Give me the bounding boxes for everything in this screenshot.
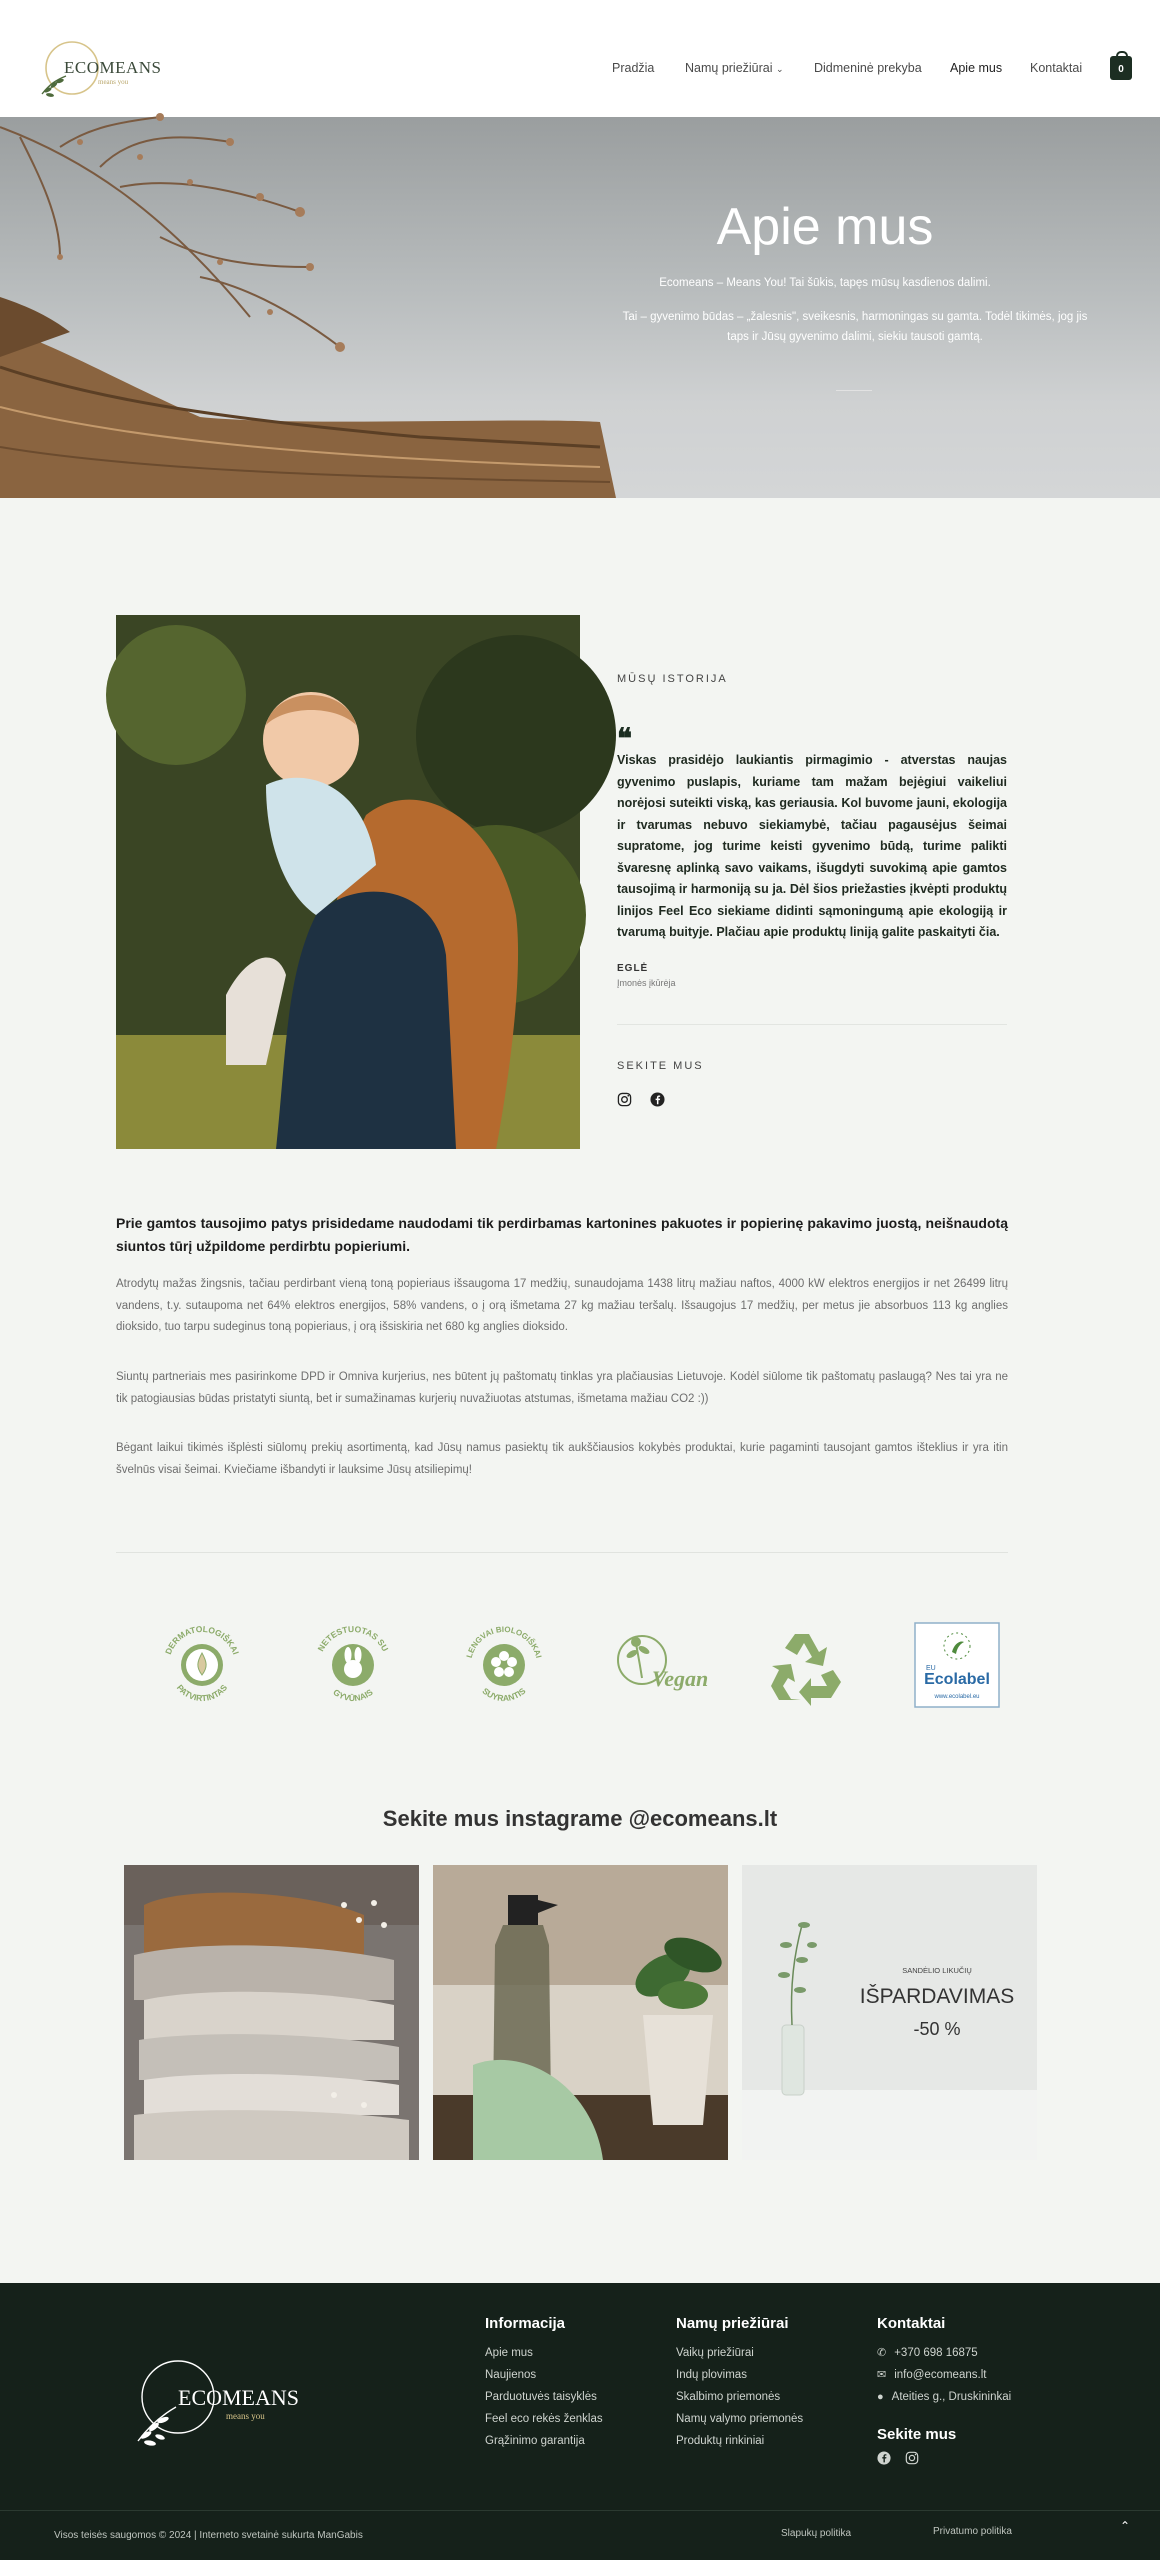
copyright-text: Visos teisės saugomos © 2024 | Interneto svetainė sukurta ManGabis <box>54 2530 363 2541</box>
footer-divider <box>0 2510 1160 2511</box>
footer-link-rules[interactable]: Parduotuvės taisyklės <box>485 2391 597 2403</box>
footer-phone-text: +370 698 16875 <box>894 2347 978 2359</box>
footer-link-about[interactable]: Apie mus <box>485 2347 533 2359</box>
badge-ecolabel-text: Ecolabel <box>924 1671 990 1688</box>
footer-info-title: Informacija <box>485 2315 566 2332</box>
hero-branch-image <box>0 117 620 498</box>
instagram-post-3[interactable] <box>742 1865 1037 2160</box>
footer-contact-title: Kontaktai <box>877 2315 946 2332</box>
instagram-post-2[interactable] <box>433 1865 728 2160</box>
footer-logo-sub: means you <box>226 2411 265 2421</box>
nav-item-home[interactable]: Pradžia <box>612 61 655 75</box>
nav-item-about[interactable]: Apie mus <box>950 61 1003 75</box>
story-author: EGLĖ <box>617 963 649 974</box>
footer-link-returns[interactable]: Grąžinimo garantija <box>485 2435 585 2447</box>
footer-logo[interactable] <box>130 2351 320 2451</box>
instagram-heading: Sekite mus instagrame @ecomeans.lt <box>382 1806 778 1831</box>
badge-vegan-text: Vegan <box>652 1666 709 1691</box>
badge-ecolabel <box>912 1620 1002 1710</box>
footer-email-text: info@ecomeans.lt <box>894 2369 987 2381</box>
intro-statement: Prie gamtos tausojimo patys prisidedame naudodami tik perdirbamas kartonines pakuotes ir popierinę pakavimo juostą, neišnaudotą siuntos tūrį užpildome perdirbtu popieriumi. <box>116 1215 1008 1254</box>
footer-link-laundry[interactable]: Skalbimo priemonės <box>676 2391 781 2403</box>
nav-item-wholesale[interactable]: Didmeninė prekyba <box>814 61 922 75</box>
badge-cruelty-free-top: NETESTUOTAS SU <box>315 1623 391 1653</box>
badge-cruelty-free <box>308 1620 398 1710</box>
story-text: Viskas prasidėjo laukiantis pirmagimio - atverstas naujas gyvenimo puslapis, kuriame tam mažam bejėgiui vaikeliui norėjosi suteikti viską, kas geriausia. Kol buvome jauni, ekologija ir tvarumas nebuvo siekiamybė, tačiau pagausėjus šeimai supratome, jog turime keisti gyvenimo būdą, turime palikti švaresnę aplinką savo vaikams, išugdyti suvokimą apie gamtos tausojimą ir harmoniją su ja. Dėl šios priežasties įkvėpti produktų linijos Feel Eco siekiame didinti sąmoningumą apie ekologiją ir tvarumą buityje. Plačiau apie produktų liniją galite paskaityti čia. <box>617 753 1007 939</box>
drop-icon <box>157 1620 247 1710</box>
footer-wreath-icon <box>130 2351 320 2451</box>
vegan-icon <box>610 1620 709 1710</box>
rabbit-icon <box>308 1620 398 1710</box>
cookie-policy-link[interactable]: Slapukų politika <box>781 2528 852 2539</box>
footer-info-column <box>485 2315 603 2452</box>
content-paragraph-2: Siuntų partneriais mes pasirinkome DPD ir Omniva kurjerius, nes būtent jų paštomatų tinklas yra plačiausias Lietuvoje. Kodėl siūlome tik paštomatų paslaugą? Nes tai yra ne tik patogiausias būdas pristatyti siuntą, bet ir sumažinamas kurjerių nuvažiuotas atstumas, išmetama mažiau CO2 :)) <box>116 1371 1008 1405</box>
story-photo <box>116 615 580 1149</box>
footer-link-dishes[interactable]: Indų plovimas <box>676 2369 747 2381</box>
sale-banner-image <box>742 1865 1037 2160</box>
content-paragraph-1: Atrodytų mažas žingsnis, tačiau perdirbant vieną toną popieriaus išsaugoma 17 medžių, sunaudojama 1438 litrų mažiau naftos, 4000 kW elektros energijos ir net 26499 litrų vandens, t.y. sutaupoma net 64% elektros energijos, 58% vandens, o į orą išmetama 27 kg mažiau teršalų. Išsaugojus 17 medžių, per metus jie absorbuos 113 kg anglies dioksido, tuo tarpu sudeginus toną popieriaus, į orą išsiskiria net 680 kg anglies dioksido. <box>116 1278 1008 1333</box>
site-logo[interactable] <box>36 36 162 104</box>
scroll-to-top-button[interactable] <box>1114 2519 1136 2539</box>
cart-button[interactable] <box>1110 56 1132 80</box>
badge-ecolabel-top: EU <box>926 1665 936 1672</box>
chevron-down-icon: ⌄ <box>776 64 784 74</box>
badge-ecolabel-url: www.ecolabel.eu <box>934 1694 980 1700</box>
footer-instagram-icon[interactable] <box>905 2451 919 2465</box>
mother-child-image <box>116 615 580 1149</box>
site-header <box>0 0 1160 117</box>
logo-subtext: means you <box>98 78 129 86</box>
envelope-icon: ✉ <box>877 2369 887 2381</box>
badge-biodegradable-bottom: SUYRANTIS <box>480 1685 528 1704</box>
badge-cruelty-free-bottom: GYVŪNAIS <box>331 1686 375 1704</box>
badge-dermatology <box>157 1620 247 1710</box>
nav-item-home-care[interactable] <box>685 61 784 75</box>
footer-link-news[interactable]: Naujienos <box>485 2369 537 2381</box>
cart-count: 0 <box>1118 64 1124 75</box>
page-title: Apie mus <box>716 198 934 256</box>
footer-phone[interactable] <box>877 2342 1011 2364</box>
follow-heading: SEKITE MUS <box>617 1060 704 1072</box>
badge-biodegradable <box>459 1620 549 1710</box>
sale-subtitle: SANDĖLIO LIKUČIŲ <box>902 1966 972 1975</box>
section-divider <box>116 1552 1008 1553</box>
footer-care-column <box>676 2315 803 2452</box>
phone-icon: ✆ <box>877 2347 887 2359</box>
svg-text:SUYRANTIS <box>481 1686 528 1704</box>
story-author-role: Įmonės įkūrėja <box>617 978 676 988</box>
footer-social-links <box>877 2451 1011 2465</box>
story-divider <box>617 1024 1007 1025</box>
recycle-icon <box>761 1620 851 1710</box>
footer-logo-text: ECOMEANS <box>178 2385 300 2410</box>
footer-link-feel-eco[interactable]: Feel eco rekės ženklas <box>485 2413 603 2425</box>
ecolabel-icon <box>912 1620 1002 1710</box>
badge-dermatology-top: DERMATOLOGIŠKAI <box>163 1623 242 1656</box>
badge-biodegradable-top: LENGVAI BIOLOGIŠKAI <box>464 1624 544 1659</box>
svg-text:GYVŪNAIS <box>331 1687 375 1703</box>
story-heading: MŪSŲ ISTORIJA <box>617 673 728 685</box>
footer-link-sets[interactable]: Produktų rinkiniai <box>676 2435 765 2447</box>
footer-link-cleaning[interactable]: Namų valymo priemonės <box>676 2413 804 2425</box>
footer-contact-column <box>877 2315 1011 2465</box>
flower-icon <box>459 1620 549 1710</box>
footer-facebook-icon[interactable] <box>877 2451 891 2465</box>
footer-link-kids[interactable]: Vaikų priežiūrai <box>676 2347 754 2359</box>
badge-dermatology-bottom: PATVIRTINTAS <box>174 1682 230 1704</box>
facebook-icon[interactable] <box>650 1092 665 1107</box>
content-paragraph-3: Bėgant laikui tikimės išplėsti siūlomų prekių asortimentą, kad Jūsų namus pasiektų tik aukščiausios kokybės produktai, kurie pagaminti tausojant gamtos išteklius ir yra itin švelnūs visai šeimai. Kviečiame išbandyti ir lauksime Jūsų atsiliepimų! <box>116 1442 1008 1476</box>
spray-bottle-image <box>433 1865 728 2160</box>
instagram-post-1[interactable] <box>124 1865 419 2160</box>
footer-care-title: Namų priežiūrai <box>676 2315 789 2332</box>
instagram-icon[interactable] <box>617 1092 632 1107</box>
quote-icon: ❝ <box>617 724 633 755</box>
footer-address-text: Ateities g., Druskininkai <box>891 2391 1012 2403</box>
hero-banner <box>0 117 1160 498</box>
sale-percent: -50 % <box>913 2019 961 2039</box>
map-pin-icon: ● <box>877 2391 884 2403</box>
footer-address <box>877 2386 1011 2408</box>
nav-item-contacts[interactable]: Kontaktai <box>1030 61 1083 75</box>
footer-follow-title: Sekite mus <box>877 2426 957 2443</box>
footer-email[interactable] <box>877 2364 1011 2386</box>
folded-sweaters-image <box>124 1865 419 2160</box>
site-footer <box>0 2283 1160 2560</box>
logo-text: ECOMEANS <box>64 58 162 77</box>
hero-description: Tai – gyvenimo būdas – „žalesnis", sveikesnis, harmoningas su gamta. Todėl tikimės, jog jis taps ir Jūsų gyvenimo dalimi, siekiu tausoti gamtą. <box>622 311 1088 343</box>
hero-divider <box>836 390 872 391</box>
sale-title: IŠPARDAVIMAS <box>859 1985 1015 2008</box>
chevron-up-icon: ⌃ <box>1119 2519 1131 2533</box>
badge-recycle <box>761 1620 851 1710</box>
badge-vegan <box>610 1620 709 1710</box>
privacy-policy-link[interactable]: Privatumo politika <box>933 2526 1012 2537</box>
nav-item-home-care-label: Namų priežiūrai <box>685 61 773 75</box>
hero-subtitle: Ecomeans – Means You! Tai šūkis, tapęs mūsų kasdienos dalimi. <box>659 277 991 289</box>
